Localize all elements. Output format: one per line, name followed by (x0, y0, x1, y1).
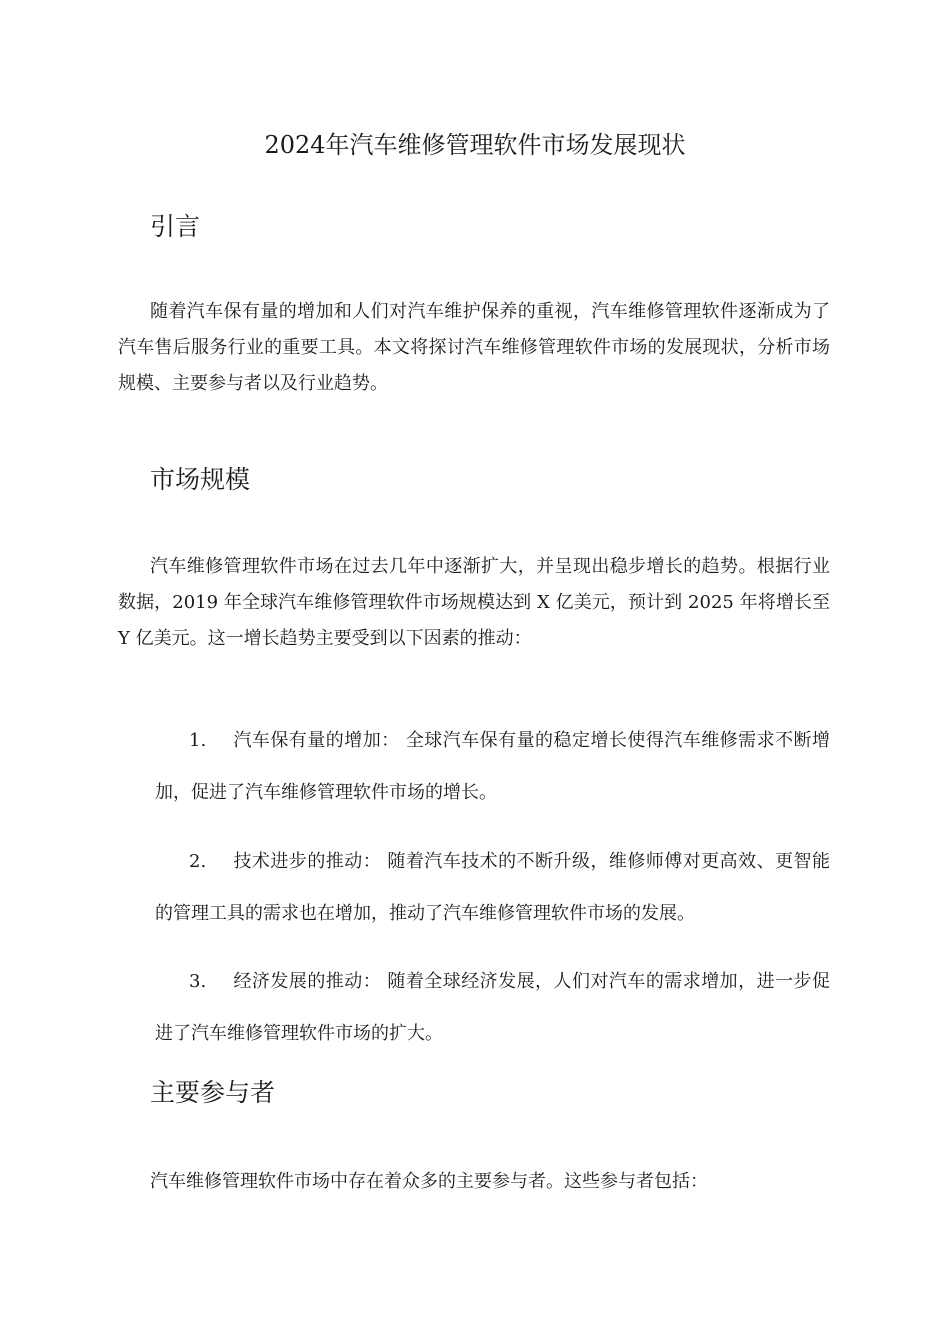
list-number: 3. (189, 971, 207, 992)
market-size-paragraph: 汽车维修管理软件市场在过去几年中逐渐扩大，并呈现出稳步增长的趋势。根据行业数据，2019 年全球汽车维修管理软件市场规模达到 X 亿美元，预计到 2025 年将增长至 Y 亿美元。这一增长趋势主要受到以下因素的推动： (118, 556, 830, 649)
section-heading-main-participants: 主要参与者 (150, 1078, 276, 1107)
list-item (155, 836, 830, 940)
list-number: 2. (189, 851, 207, 872)
main-participants-paragraph: 汽车维修管理软件市场中存在着众多的主要参与者。这些参与者包括： (150, 1171, 708, 1192)
list-text: 技术进步的推动： 随着汽车技术的不断升级，维修师傅对更高效、更智能的管理工具的需求也在增加，推动了汽车维修管理软件市场的发展。 (155, 851, 830, 924)
list-text: 汽车保有量的增加： 全球汽车保有量的稳定增长使得汽车维修需求不断增加，促进了汽车维修管理软件市场的增长。 (155, 730, 830, 803)
introduction-paragraph: 随着汽车保有量的增加和人们对汽车维护保养的重视，汽车维修管理软件逐渐成为了汽车售后服务行业的重要工具。本文将探讨汽车维修管理软件市场的发展现状，分析市场规模、主要参与者以及行业趋势。 (118, 301, 830, 394)
list-item (155, 956, 830, 1060)
document-title: 2024年汽车维修管理软件市场发展现状 (264, 131, 686, 159)
list-number: 1. (189, 730, 207, 751)
list-item (155, 715, 830, 819)
list-text: 经济发展的推动： 随着全球经济发展，人们对汽车的需求增加，进一步促进了汽车维修管理软件市场的扩大。 (155, 971, 830, 1044)
section-heading-introduction: 引言 (150, 212, 201, 241)
section-heading-market-size: 市场规模 (150, 465, 251, 494)
